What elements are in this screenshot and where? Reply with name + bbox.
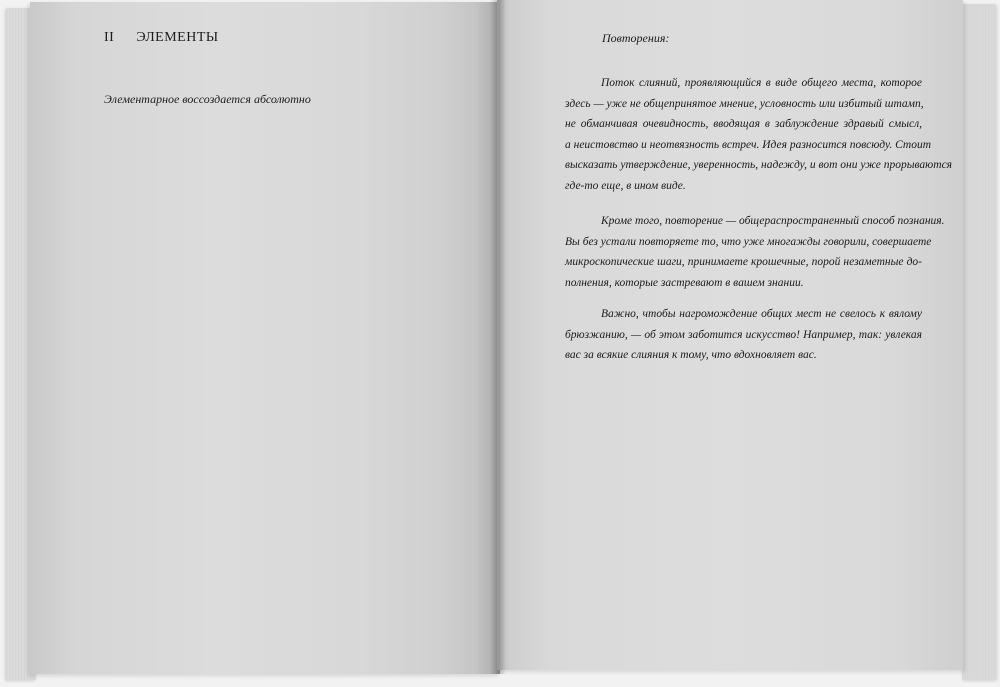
- chapter-title: ЭЛЕМЕНТЫ: [136, 30, 219, 45]
- paragraph-line: здесь — уже не общепринятое мнение, условность или избитый штамп,: [565, 97, 924, 110]
- paragraph-line: а неистовство и неотвязность встреч. Идея разносится повсюду. Стоит: [565, 138, 932, 151]
- paragraph-line: полнения, которые застревают в вашем знании.: [565, 276, 804, 289]
- paragraph-line: Вы без устали повторяете то, что уже многажды говорили, совершаете: [565, 235, 932, 248]
- paragraph-line: Важно, чтобы нагромождение общих мест не свелось к вялому: [601, 308, 922, 320]
- paragraph-line: высказать утверждение, уверенность, надежду, и вот они уже прорываются: [565, 159, 953, 171]
- section-heading: Повторения:: [602, 31, 670, 45]
- running-head: [104, 30, 219, 46]
- paragraph-line: где-то еще, в ином виде.: [565, 179, 686, 192]
- paragraph-2: [565, 211, 945, 293]
- paragraph-line: не обманчивая очевидность, вводящая в заблуждение здравый смысл,: [565, 118, 922, 130]
- chapter-number: II: [104, 30, 115, 45]
- right-page-block-edge: [962, 4, 996, 680]
- paragraph-line: брюзжанию, — об этом заботится искусство! Например, так: увлекая: [565, 328, 922, 341]
- paragraph-line: вас за всякие слияния к тому, что вдохновляет вас.: [565, 349, 817, 361]
- paragraph-1: [565, 73, 953, 196]
- paragraph-line: Поток слияний, проявляющийся в виде общего места, которое: [601, 77, 922, 89]
- paragraph-3: [565, 304, 922, 366]
- book-gutter: [490, 0, 506, 674]
- paragraph-line: микроскопические шаги, принимаете крошечные, порой незаметные до-: [565, 256, 922, 268]
- section-subtitle: Элементарное воссоздается абсолютно: [104, 92, 311, 106]
- paragraph-line: Кроме того, повторение — общераспространенный способ познания.: [601, 215, 945, 227]
